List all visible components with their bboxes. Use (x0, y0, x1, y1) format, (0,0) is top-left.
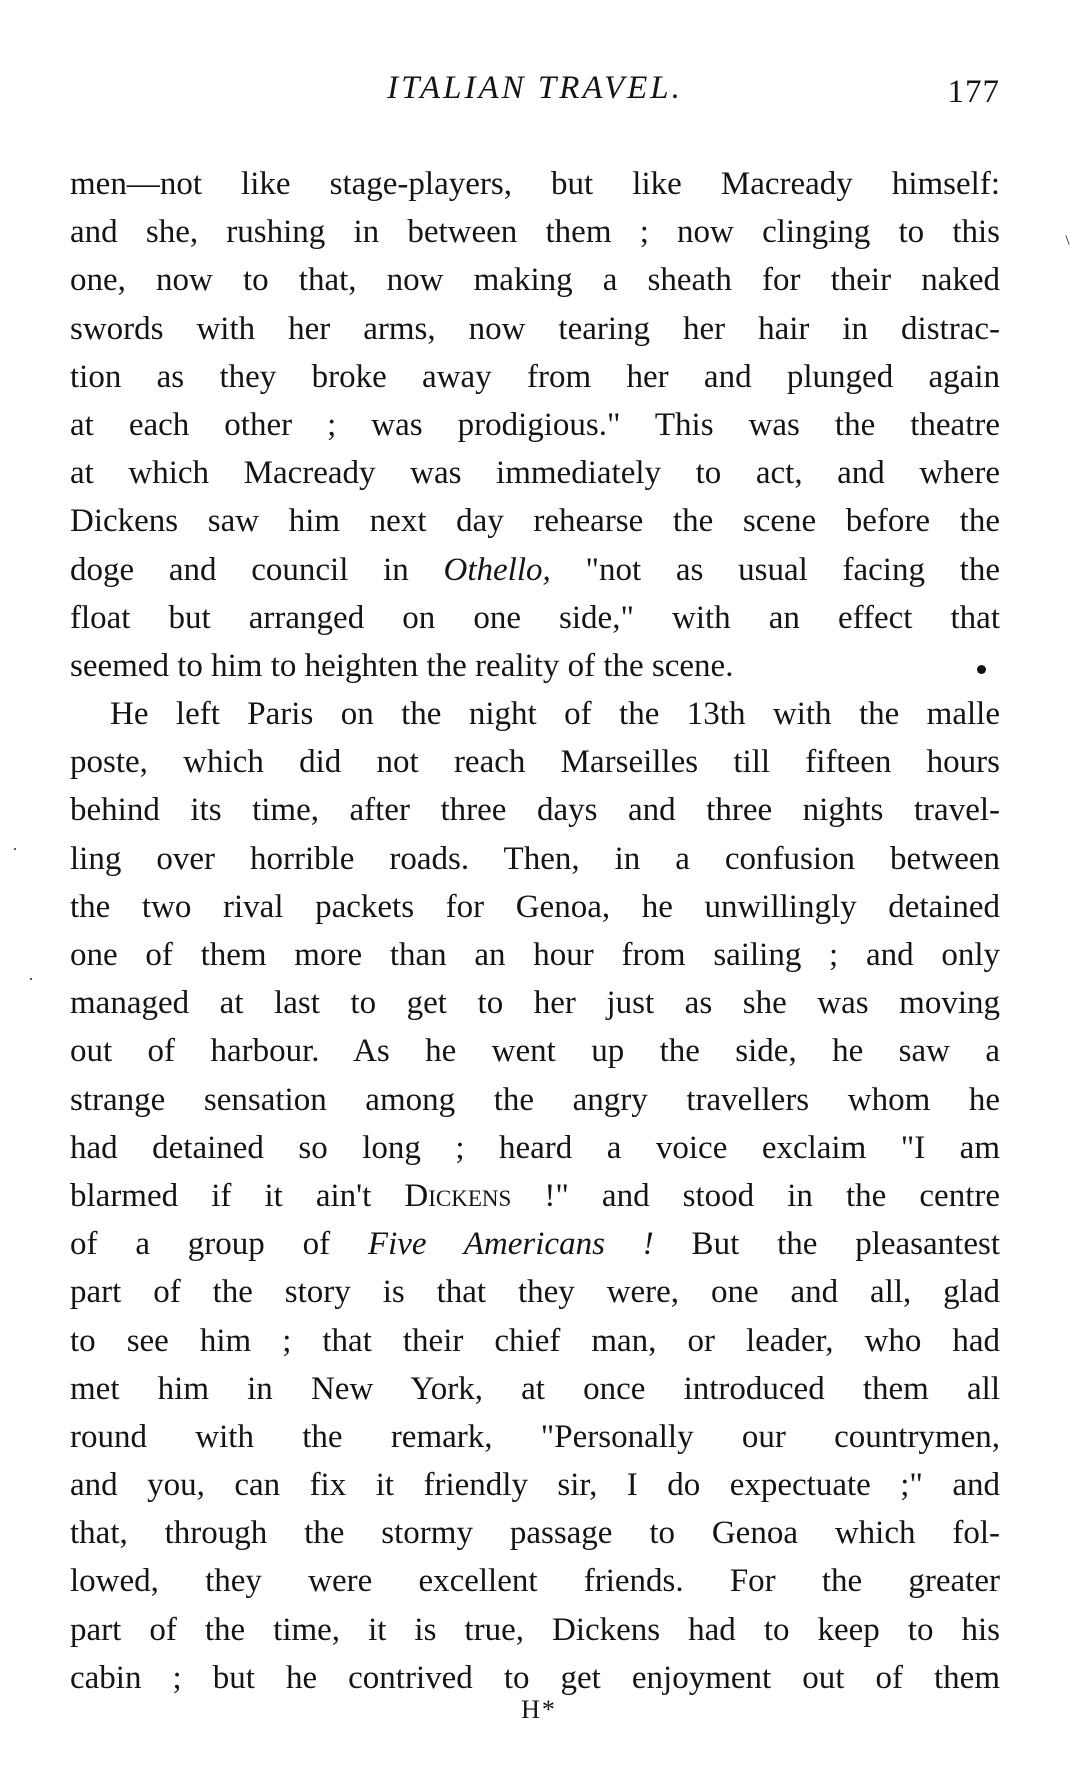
page-number: 177 (947, 74, 1000, 110)
text-fragment: doge and council in (70, 551, 444, 588)
text-line: cabin ; but he contrived to get enjoyment out of them (70, 1659, 1000, 1696)
text-line (70, 642, 1000, 690)
text-line: tion as they broke away from her and plunged again (70, 358, 1000, 395)
text-line: lowed, they were excellent friends. For the greater (70, 1563, 1000, 1600)
text-line: managed at last to get to her just as she was moving (70, 985, 1000, 1022)
text-fragment: "not as usual facing the (550, 551, 1000, 588)
text-line (70, 1172, 1000, 1220)
margin-mark (14, 848, 16, 850)
text-line: out of harbour. As he went up the side, he saw a (70, 1033, 1000, 1070)
text-line: part of the story is that they were, one and all, glad (70, 1274, 1000, 1311)
text-line: and you, can fix it friendly sir, I do expectuate ;" and (70, 1467, 1000, 1504)
text-fragment: seemed to him to heighten the reality of the scene. (70, 647, 734, 684)
text-line: poste, which did not reach Marseilles till fifteen hours (70, 744, 1000, 781)
small-caps-dickens: Dickens (404, 1177, 512, 1214)
margin-mark (1065, 235, 1069, 245)
text-fragment: of a group of (70, 1226, 368, 1263)
text-fragment: !" and stood in the centre (511, 1177, 1001, 1214)
signature-mark: H* (521, 1695, 557, 1724)
text-line: at which Macready was immediately to act, and where (70, 455, 1000, 492)
text-line: strange sensation among the angry travellers whom he (70, 1081, 1000, 1118)
text-line: one, now to that, now making a sheath for their naked (70, 262, 1000, 299)
text-line: Dickens saw him next day rehearse the scene before the (70, 503, 1000, 540)
text-line: met him in New York, at once introduced them all (70, 1370, 1000, 1407)
italic-title-othello: Othello, (443, 551, 551, 588)
italic-five-americans: Five Americans ! (367, 1226, 654, 1263)
text-line: ling over horrible roads. Then, in a confusion between (70, 840, 1000, 877)
running-title: ITALIAN TRAVEL. (387, 70, 683, 106)
ink-dot (977, 665, 986, 674)
text-line: men—not like stage-players, but like Macready himself: (70, 166, 1000, 202)
paragraph-first-line: He left Paris on the night of the 13th with the malle (110, 696, 1000, 733)
margin-mark (30, 978, 32, 980)
text-fragment: blarmed if it ain't (70, 1177, 405, 1214)
text-line: behind its time, after three days and three nights travel- (70, 792, 1000, 829)
text-line: part of the time, it is true, Dickens had to keep to his (70, 1611, 1000, 1648)
text-line (70, 546, 1000, 594)
text-line: that, through the stormy passage to Genoa which fol- (70, 1515, 1000, 1552)
text-line: and she, rushing in between them ; now clinging to this (70, 214, 1000, 251)
text-line: round with the remark, "Personally our countrymen, (70, 1418, 1000, 1455)
text-line: to see him ; that their chief man, or leader, who had (70, 1322, 1000, 1359)
text-line: the two rival packets for Genoa, he unwillingly detained (70, 888, 1000, 925)
text-line: at each other ; was prodigious." This was the theatre (70, 406, 1000, 443)
text-line: one of them more than an hour from sailing ; and only (70, 937, 1000, 973)
text-fragment: But the pleasantest (653, 1226, 1000, 1263)
text-line: float but arranged on one side," with an effect that (70, 599, 1000, 636)
text-line: had detained so long ; heard a voice exclaim "I am (70, 1129, 1000, 1166)
text-line (70, 1220, 1000, 1268)
text-line: swords with her arms, now tearing her hair in distrac- (70, 310, 1000, 347)
body-text (70, 160, 1000, 1702)
page-header (70, 70, 1000, 120)
